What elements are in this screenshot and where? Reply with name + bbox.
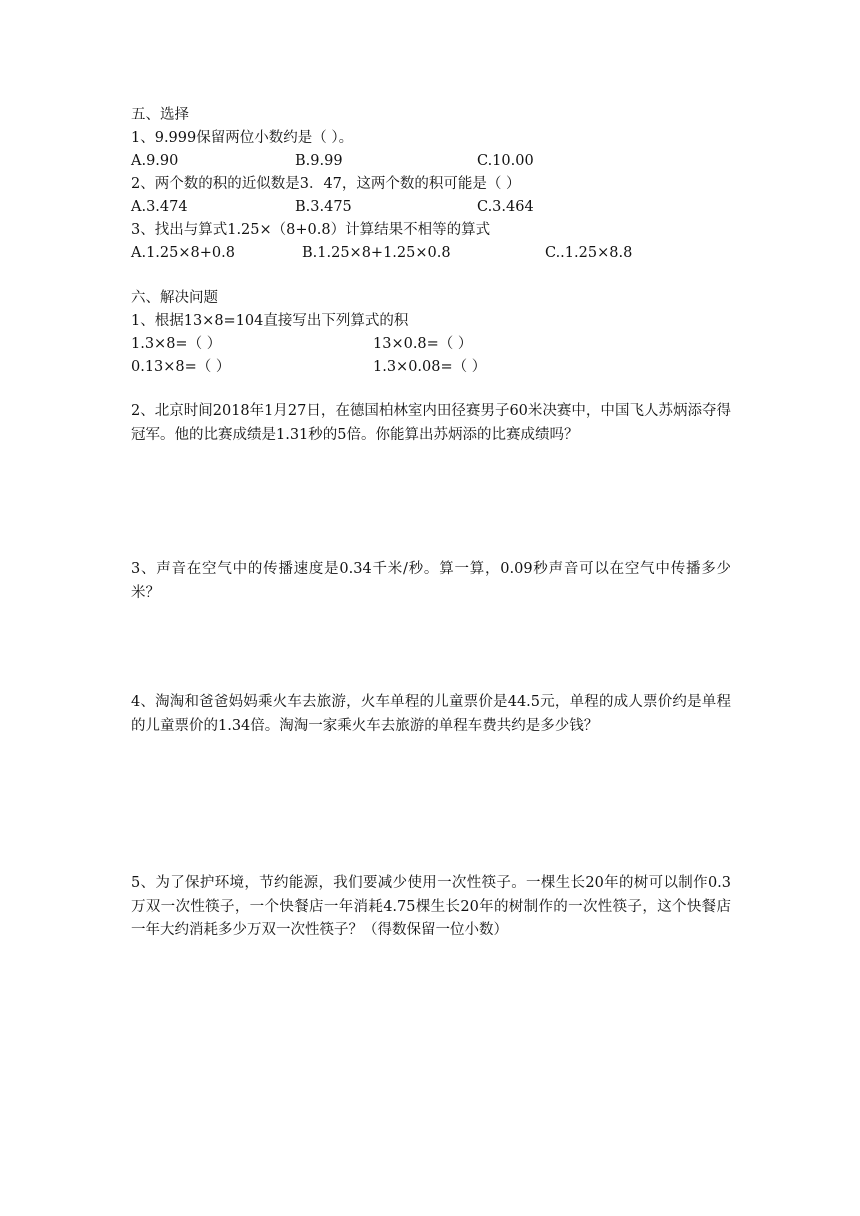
problem-q2-text: 2、北京时间2018年1月27日，在德国柏林室内田径赛男子60米决赛中，中国飞人苏炳添夺得冠军。他的比赛成绩是1.31秒的5倍。你能算出苏炳添的比赛成绩吗？ bbox=[131, 403, 731, 443]
choice-q2-option-c: C.3.464 bbox=[477, 199, 534, 215]
problem-q1-item-1: 1.3×8=（ ） bbox=[131, 336, 222, 352]
choice-q3-option-a: A.1.25×8+0.8 bbox=[131, 245, 235, 261]
problem-q1-item-3: 0.13×8=（ ） bbox=[131, 359, 231, 375]
choice-q2-option-b: B.3.475 bbox=[295, 199, 352, 215]
section-6-heading: 六、解决问题 bbox=[131, 290, 218, 306]
choice-q3-option-c: C..1.25×8.8 bbox=[545, 245, 633, 261]
choice-q3-option-b: B.1.25×8+1.25×0.8 bbox=[302, 245, 451, 261]
section-5-heading: 五、选择 bbox=[131, 107, 189, 123]
problem-q3-text: 3、声音在空气中的传播速度是0.34千米/秒。算一算，0.09秒声音可以在空气中传播多少米？ bbox=[131, 561, 731, 601]
problem-q1-item-4: 1.3×0.08=（ ） bbox=[373, 359, 487, 375]
choice-q1-stem: 1、9.999保留两位小数约是（ ）。 bbox=[131, 130, 354, 146]
choice-q1-option-c: C.10.00 bbox=[477, 153, 534, 169]
choice-q1-option-b: B.9.99 bbox=[295, 153, 343, 169]
choice-q3-stem: 3、找出与算式1.25×（8+0.8）计算结果不相等的算式 bbox=[131, 222, 491, 238]
problem-q5-text: 5、为了保护环境，节约能源，我们要减少使用一次性筷子。一棵生长20年的树可以制作0.3万双一次性筷子，一个快餐店一年消耗4.75棵生长20年的树制作的一次性筷子，这个快餐店一年大约消耗多少万双一次性筷子？（得数保留一位小数） bbox=[131, 875, 731, 938]
problem-q1-stem: 1、根据13×8=104直接写出下列算式的积 bbox=[131, 313, 409, 329]
choice-q2-option-a: A.3.474 bbox=[131, 199, 188, 215]
choice-q1-option-a: A.9.90 bbox=[131, 153, 179, 169]
choice-q2-stem: 2、两个数的积的近似数是3．47，这两个数的积可能是（ ） bbox=[131, 176, 521, 192]
problem-q4-text: 4、淘淘和爸爸妈妈乘火车去旅游，火车单程的儿童票价是44.5元，单程的成人票价约是单程的儿童票价的1.34倍。淘淘一家乘火车去旅游的单程车费共约是多少钱？ bbox=[131, 694, 731, 734]
problem-q1-item-2: 13×0.8=（ ） bbox=[373, 336, 473, 352]
